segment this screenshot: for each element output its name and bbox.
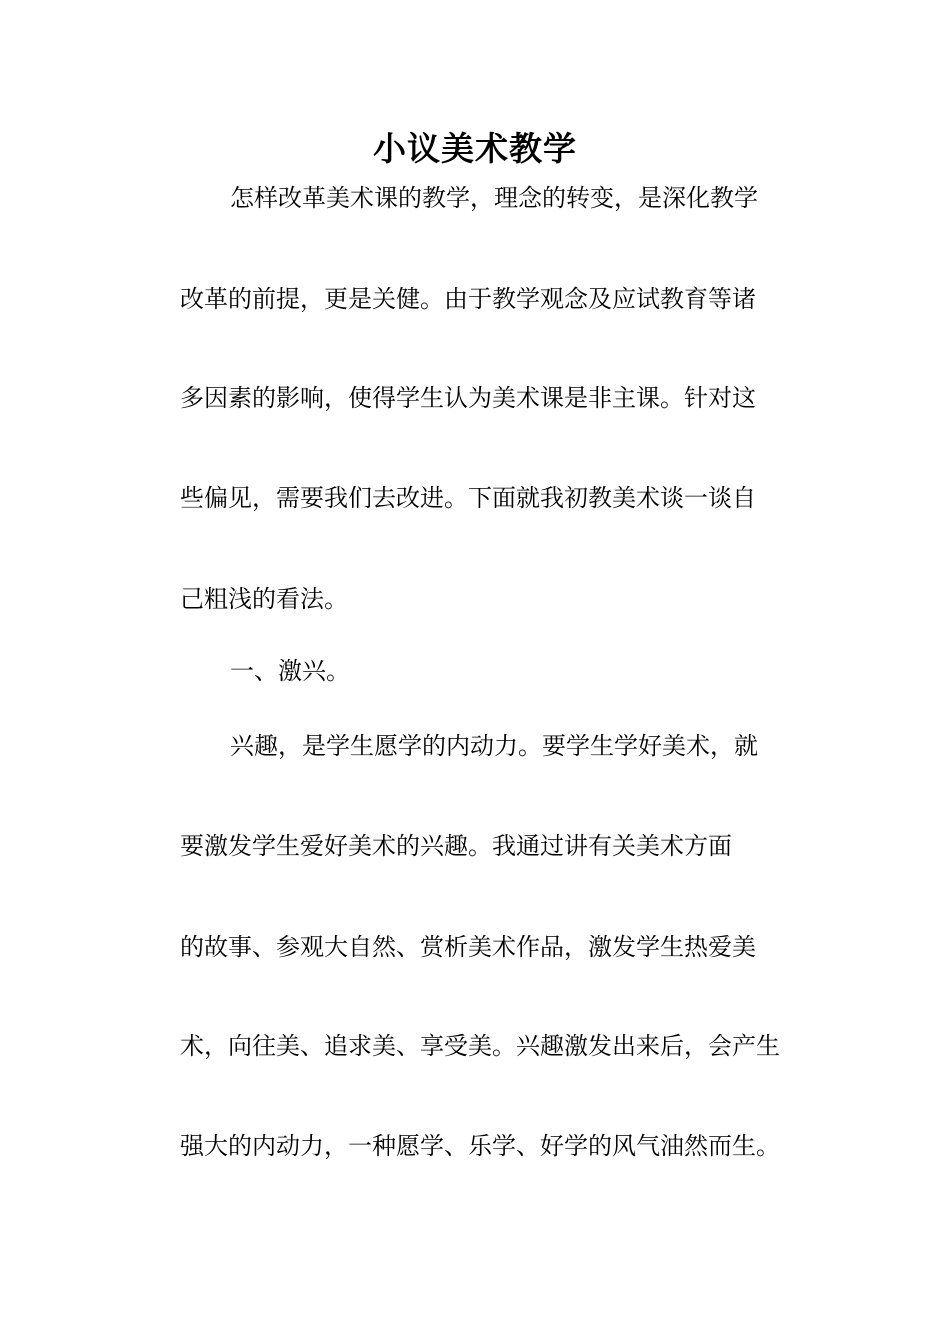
paragraph-line: 要激发学生爱好美术的兴趣。我通过讲有关美术方面 xyxy=(180,832,732,860)
paragraph-line: 怎样改革美术课的教学，理念的转变，是深化教学 xyxy=(230,184,758,212)
paragraph-line: 强大的内动力，一种愿学、乐学、好学的风气油然而生。 xyxy=(180,1132,780,1160)
paragraph-line: 的故事、参观大自然、赏析美术作品，激发学生热爱美 xyxy=(180,933,756,961)
paragraph-line: 术，向往美、追求美、享受美。兴趣激发出来后，会产生 xyxy=(180,1032,780,1060)
paragraph-line: 些偏见，需要我们去改进。下面就我初教美术谈一谈自 xyxy=(180,484,756,512)
paragraph-line: 己粗浅的看法。 xyxy=(180,585,348,613)
paragraph-line: 多因素的影响，使得学生认为美术课是非主课。针对这 xyxy=(180,384,756,412)
document-title: 小议美术教学 xyxy=(373,129,577,168)
paragraph-line: 兴趣，是学生愿学的内动力。要学生学好美术，就 xyxy=(230,732,758,760)
section-heading: 一、激兴。 xyxy=(230,657,350,685)
paragraph-line: 改革的前提，更是关健。由于教学观念及应试教育等诸 xyxy=(180,285,756,313)
